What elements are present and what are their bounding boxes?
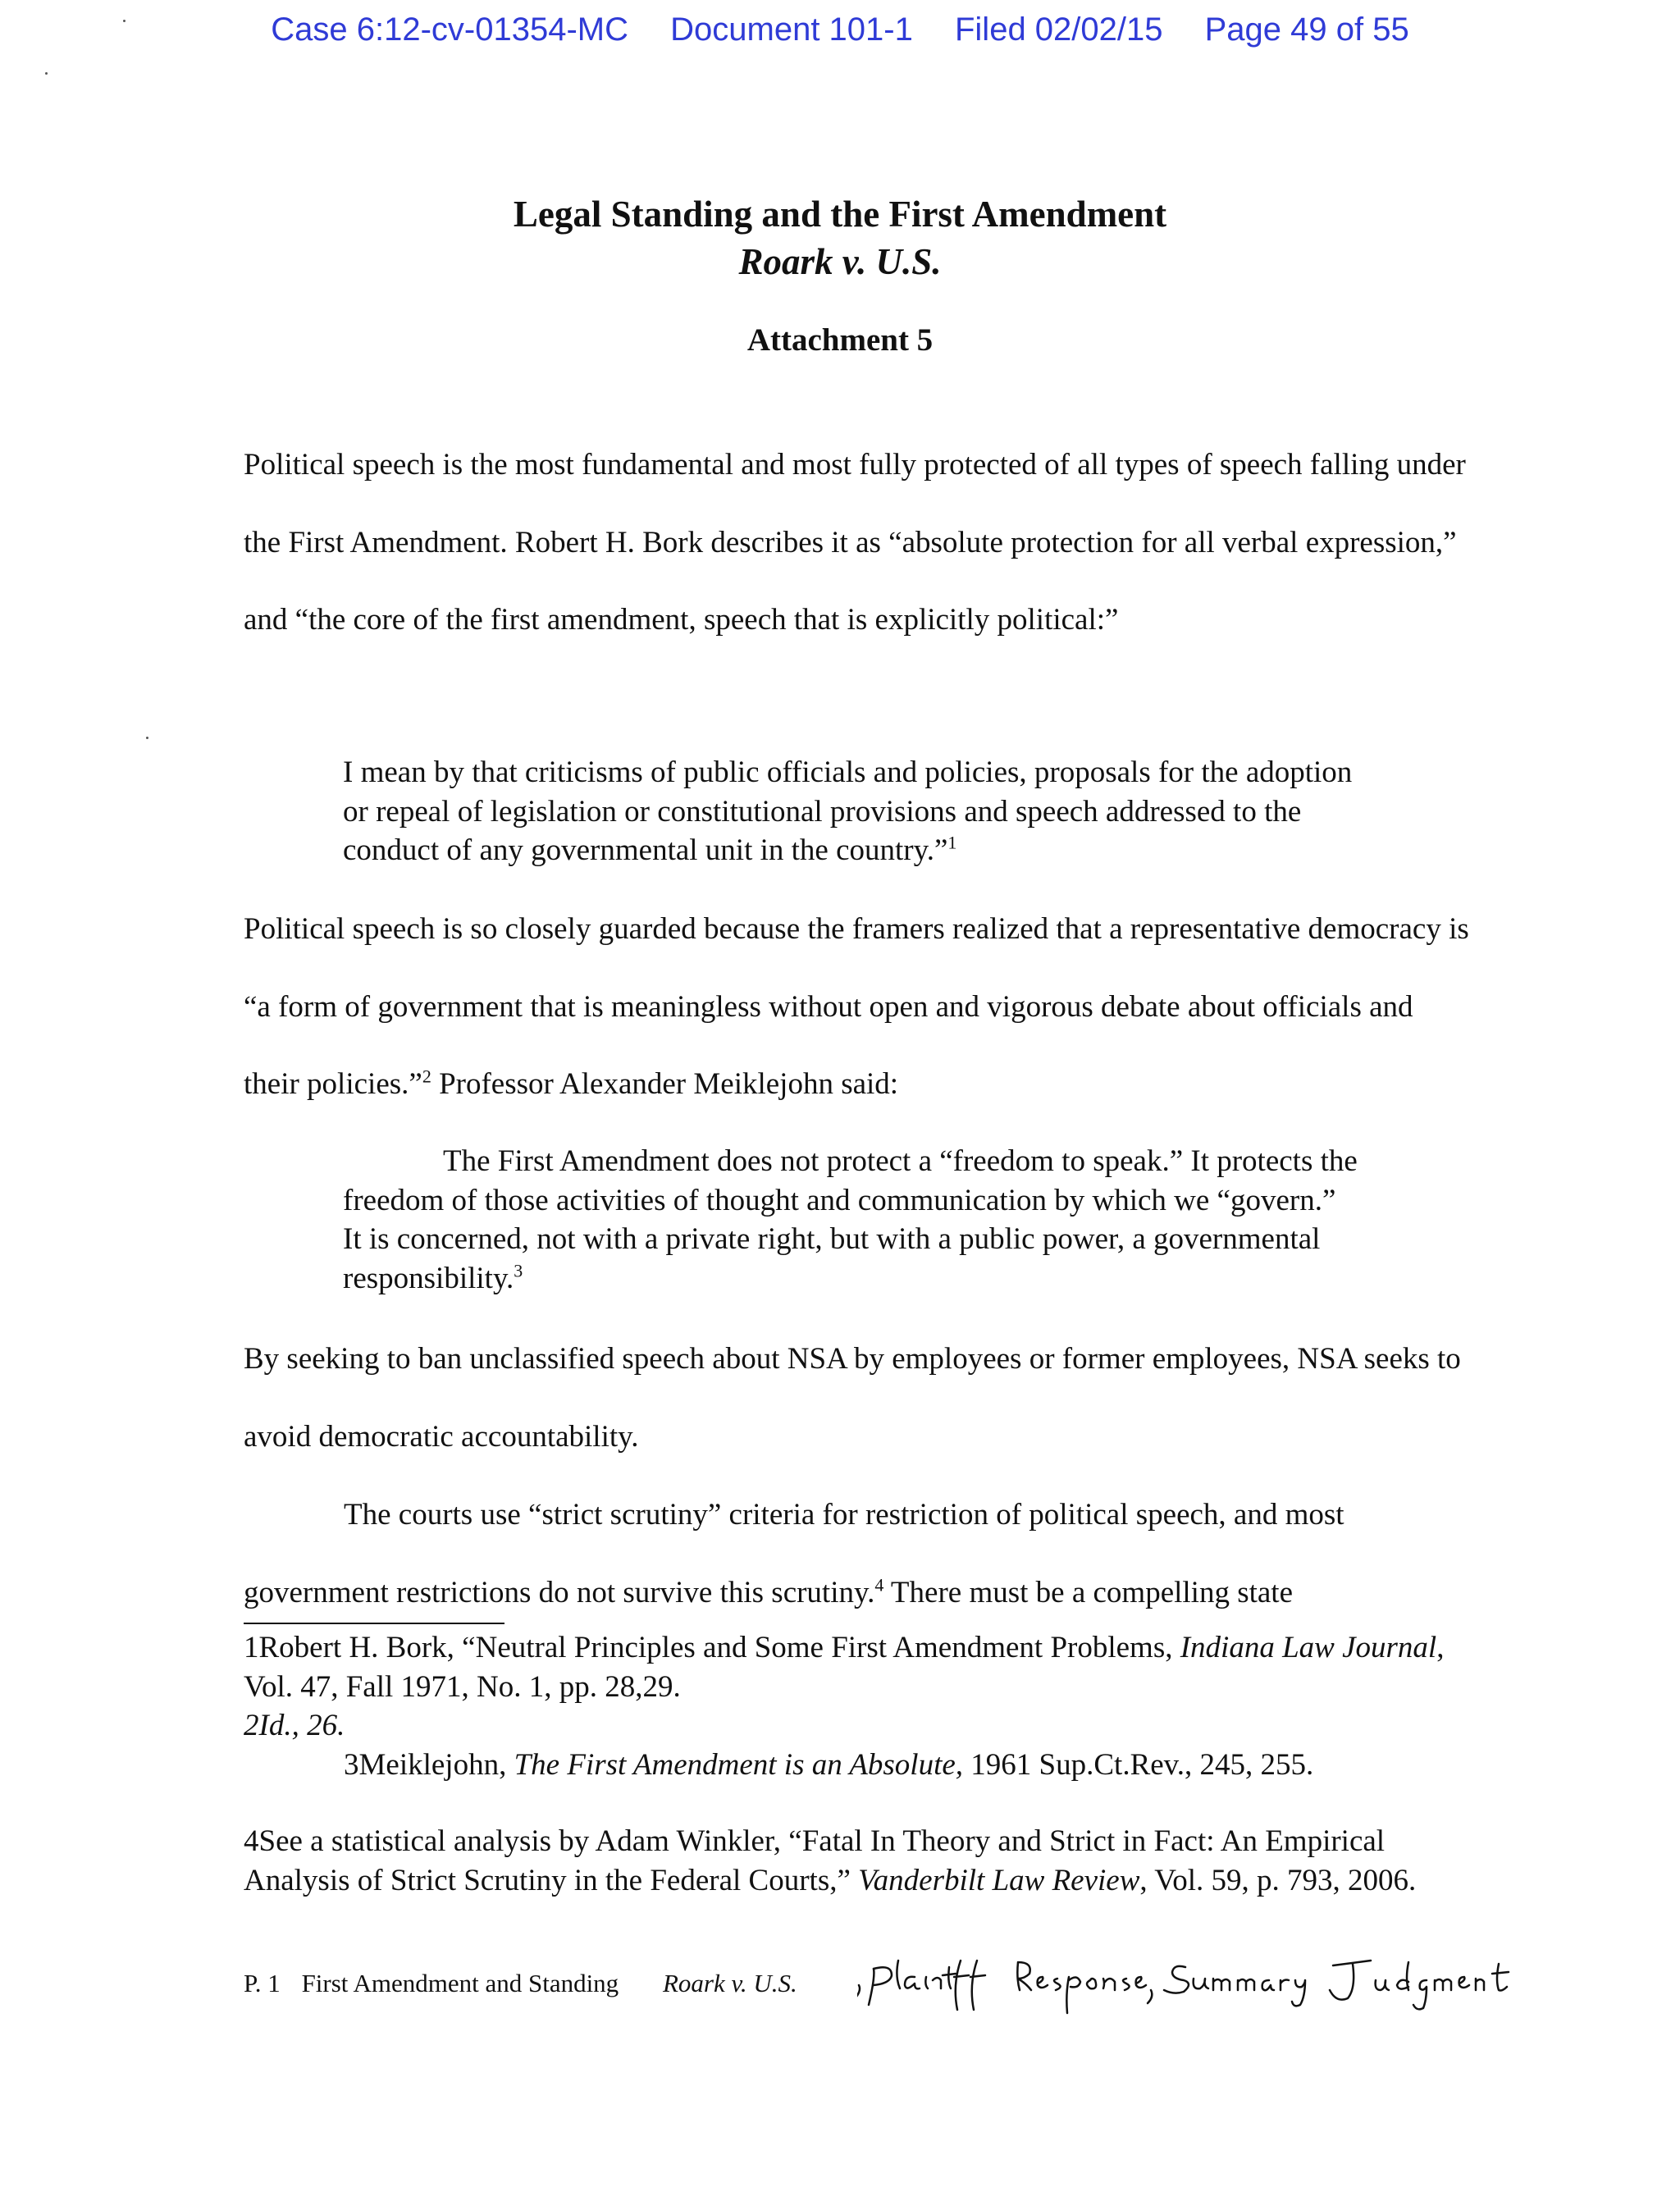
paragraph-2: Political speech is so closely guarded because the framers realized that a representative democracy is “a form of government that is meaningless without open and vigorous debate about officials and their policies.”$^2$ Professor Alexander Meiklejohn said:	[244, 912, 1469, 1101]
footnote-ref-1: 1	[947, 832, 957, 853]
paragraph-1: Political speech is the most fundamental and most fully protected of all types of speech falling under the First Amendment. Robert H. Bork describes it as “absolute protection for all verbal expression,” and “the core of the first amendment, speech that is explicitly political:”	[244, 448, 1466, 637]
footnote-ref-4: 4	[874, 1574, 884, 1596]
court-filing-stamp	[0, 11, 1680, 48]
paragraph-4: The courts use “strict scrutiny” criteria for restriction of political speech, and most government restrictions do not survive this scrutiny.$^4$ There must be a compelling state	[244, 1498, 1344, 1609]
attachment-label: Attachment 5	[746, 322, 934, 358]
block-quote-bork: I mean by that criticisms of public officials and policies, proposals for the adoption or repeal of legislation or constitutional provisions and speech addressed to the conduct of any governmental unit in the country.”$^1$	[343, 756, 1353, 867]
footnote-2: 2Id., 26.	[244, 1709, 345, 1742]
page-title: Legal Standing and the First Amendment	[513, 194, 1167, 235]
footnote-1: 1Robert H. Bork, “Neutral Principles and Some First Amendment Problems, Indiana Law Journal, Vol. 47, Fall 1971, No. 1, pp. 28,29.	[244, 1631, 1445, 1704]
document-number: Document 101-1	[670, 11, 913, 48]
title-block	[0, 190, 1680, 361]
filed-date: Filed 02/02/15	[954, 11, 1163, 48]
case-subtitle: Roark v. U.S.	[738, 241, 942, 282]
scan-speck	[45, 72, 48, 75]
block-quote-meiklejohn: The First Amendment does not protect a “freedom to speak.” It protects the freedom of those activities of thought and communication by which we “govern.” It is concerned, not with a private right, but with a public power, a governmental responsibility.$^3$	[343, 1144, 1358, 1295]
page-count: Page 49 of 55	[1204, 11, 1409, 48]
footer-case: Roark v. U.S.	[662, 1969, 797, 1997]
footnote-ref-3: 3	[514, 1260, 523, 1281]
handwritten-annotation	[857, 1952, 1596, 2026]
footnote-4: 4See a statistical analysis by Adam Winkler, “Fatal In Theory and Strict in Fact: An Empirical Analysis of Strict Scrutiny in the Federal Courts,” Vanderbilt Law Review, Vol. 59, p. 793, 2006.	[244, 1824, 1417, 1897]
case-number: Case 6:12-cv-01354-MC	[271, 11, 628, 48]
paragraph-3: By seeking to ban unclassified speech about NSA by employees or former employees, NSA seeks to avoid democratic accountability.	[244, 1342, 1461, 1454]
scan-speck	[146, 737, 148, 739]
footer-page-number: P. 1	[244, 1969, 281, 1997]
footnote-separator	[244, 1623, 504, 1624]
footnote-ref-2: 2	[422, 1066, 431, 1087]
footnote-3: 3Meiklejohn, The First Amendment is an Absolute, 1961 Sup.Ct.Rev., 245, 255.	[344, 1747, 1314, 1782]
footer-title: First Amendment and Standing	[301, 1969, 619, 1997]
footnotes	[244, 1628, 1458, 1900]
